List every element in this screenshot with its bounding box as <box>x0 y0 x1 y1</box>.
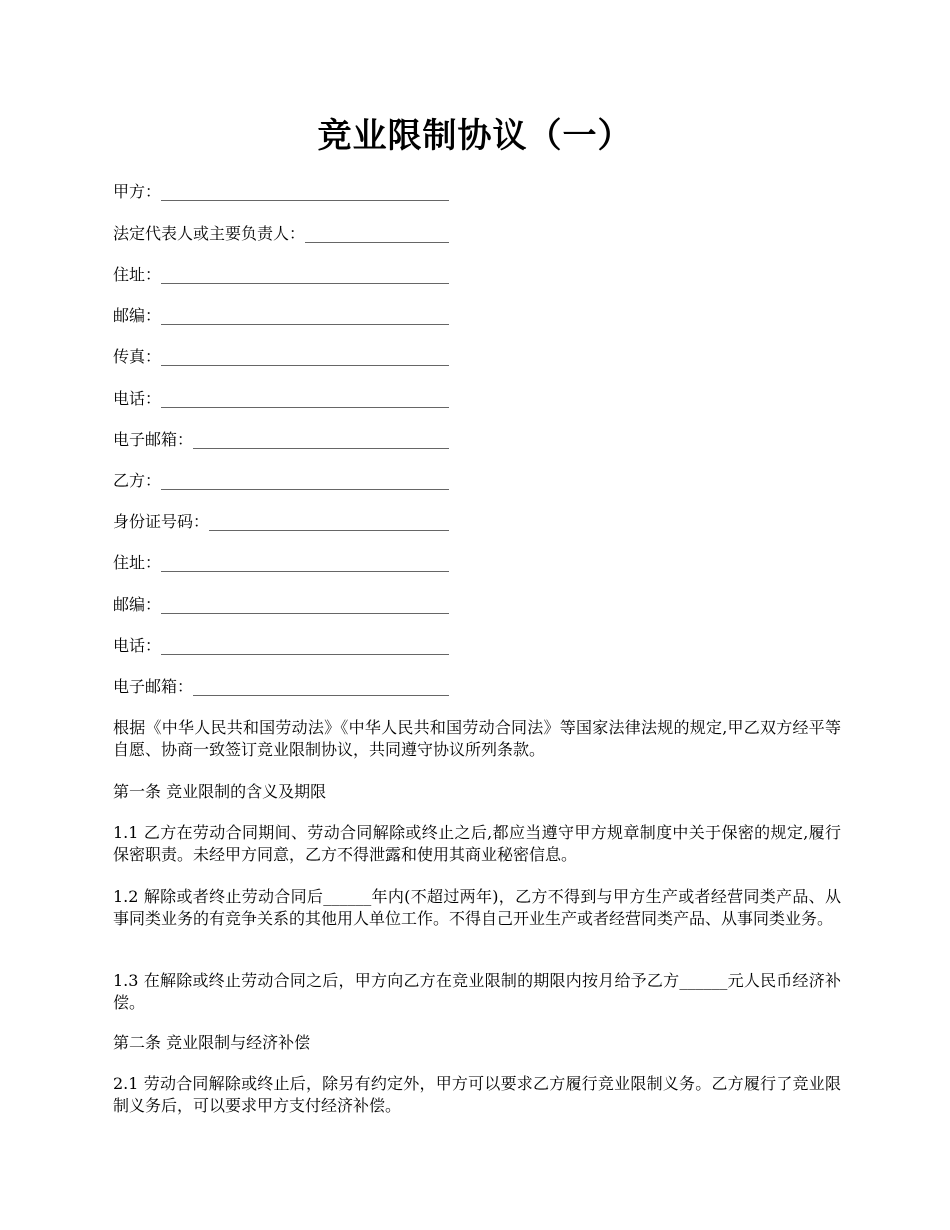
clause-1-2: 1.2 解除或者终止劳动合同后______年内(不超过两年)，乙方不得到与甲方生产或者经营同类产品、从事同类业务的有竞争关系的其他用人单位工作。不得自己开业生产或者经营同类产品、从事同类业务。 <box>113 887 841 928</box>
clause-2-1: 2.1 劳动合同解除或终止后，除另有约定外，甲方可以要求乙方履行竞业限制义务。乙方履行了竞业限制义务后，可以要求甲方支付经济补偿。 <box>113 1074 841 1115</box>
document-title: 竞业限制协议（一） <box>317 116 633 156</box>
party-b-address-field: 住址：____________________________________ <box>113 553 450 572</box>
preamble-paragraph: 根据《中华人民共和国劳动法》《中华人民共和国劳动合同法》等国家法律法规的规定,甲乙双方经平等自愿、协商一致签订竞业限制协议，共同遵守协议所列条款。 <box>113 718 841 759</box>
party-b-name-field: 乙方：____________________________________ <box>113 471 450 490</box>
article-1-heading: 第一条 竞业限制的含义及期限 <box>113 782 327 801</box>
party-b-id-field: 身份证号码：______________________________ <box>113 512 450 531</box>
party-a-address-field: 住址：____________________________________ <box>113 265 450 284</box>
party-b-postcode-field: 邮编：____________________________________ <box>113 595 450 614</box>
party-b-phone-field: 电话：____________________________________ <box>113 636 450 655</box>
party-a-email-field: 电子邮箱：________________________________ <box>113 430 450 449</box>
party-a-name-field: 甲方：____________________________________ <box>113 182 450 201</box>
article-2-heading: 第二条 竞业限制与经济补偿 <box>113 1033 311 1052</box>
party-a-representative-field: 法定代表人或主要负责人：__________________ <box>113 224 450 243</box>
party-a-phone-field: 电话：____________________________________ <box>113 389 450 408</box>
clause-1-3: 1.3 在解除或终止劳动合同之后，甲方向乙方在竞业限制的期限内按月给予乙方______元人民币经济补偿。 <box>113 971 841 1012</box>
party-b-email-field: 电子邮箱：________________________________ <box>113 677 450 696</box>
clause-1-1: 1.1 乙方在劳动合同期间、劳动合同解除或终止之后,都应当遵守甲方规章制度中关于保密的规定,履行保密职责。未经甲方同意，乙方不得泄露和使用其商业秘密信息。 <box>113 823 841 864</box>
party-a-fax-field: 传真：____________________________________ <box>113 347 450 366</box>
party-a-postcode-field: 邮编：____________________________________ <box>113 306 450 325</box>
